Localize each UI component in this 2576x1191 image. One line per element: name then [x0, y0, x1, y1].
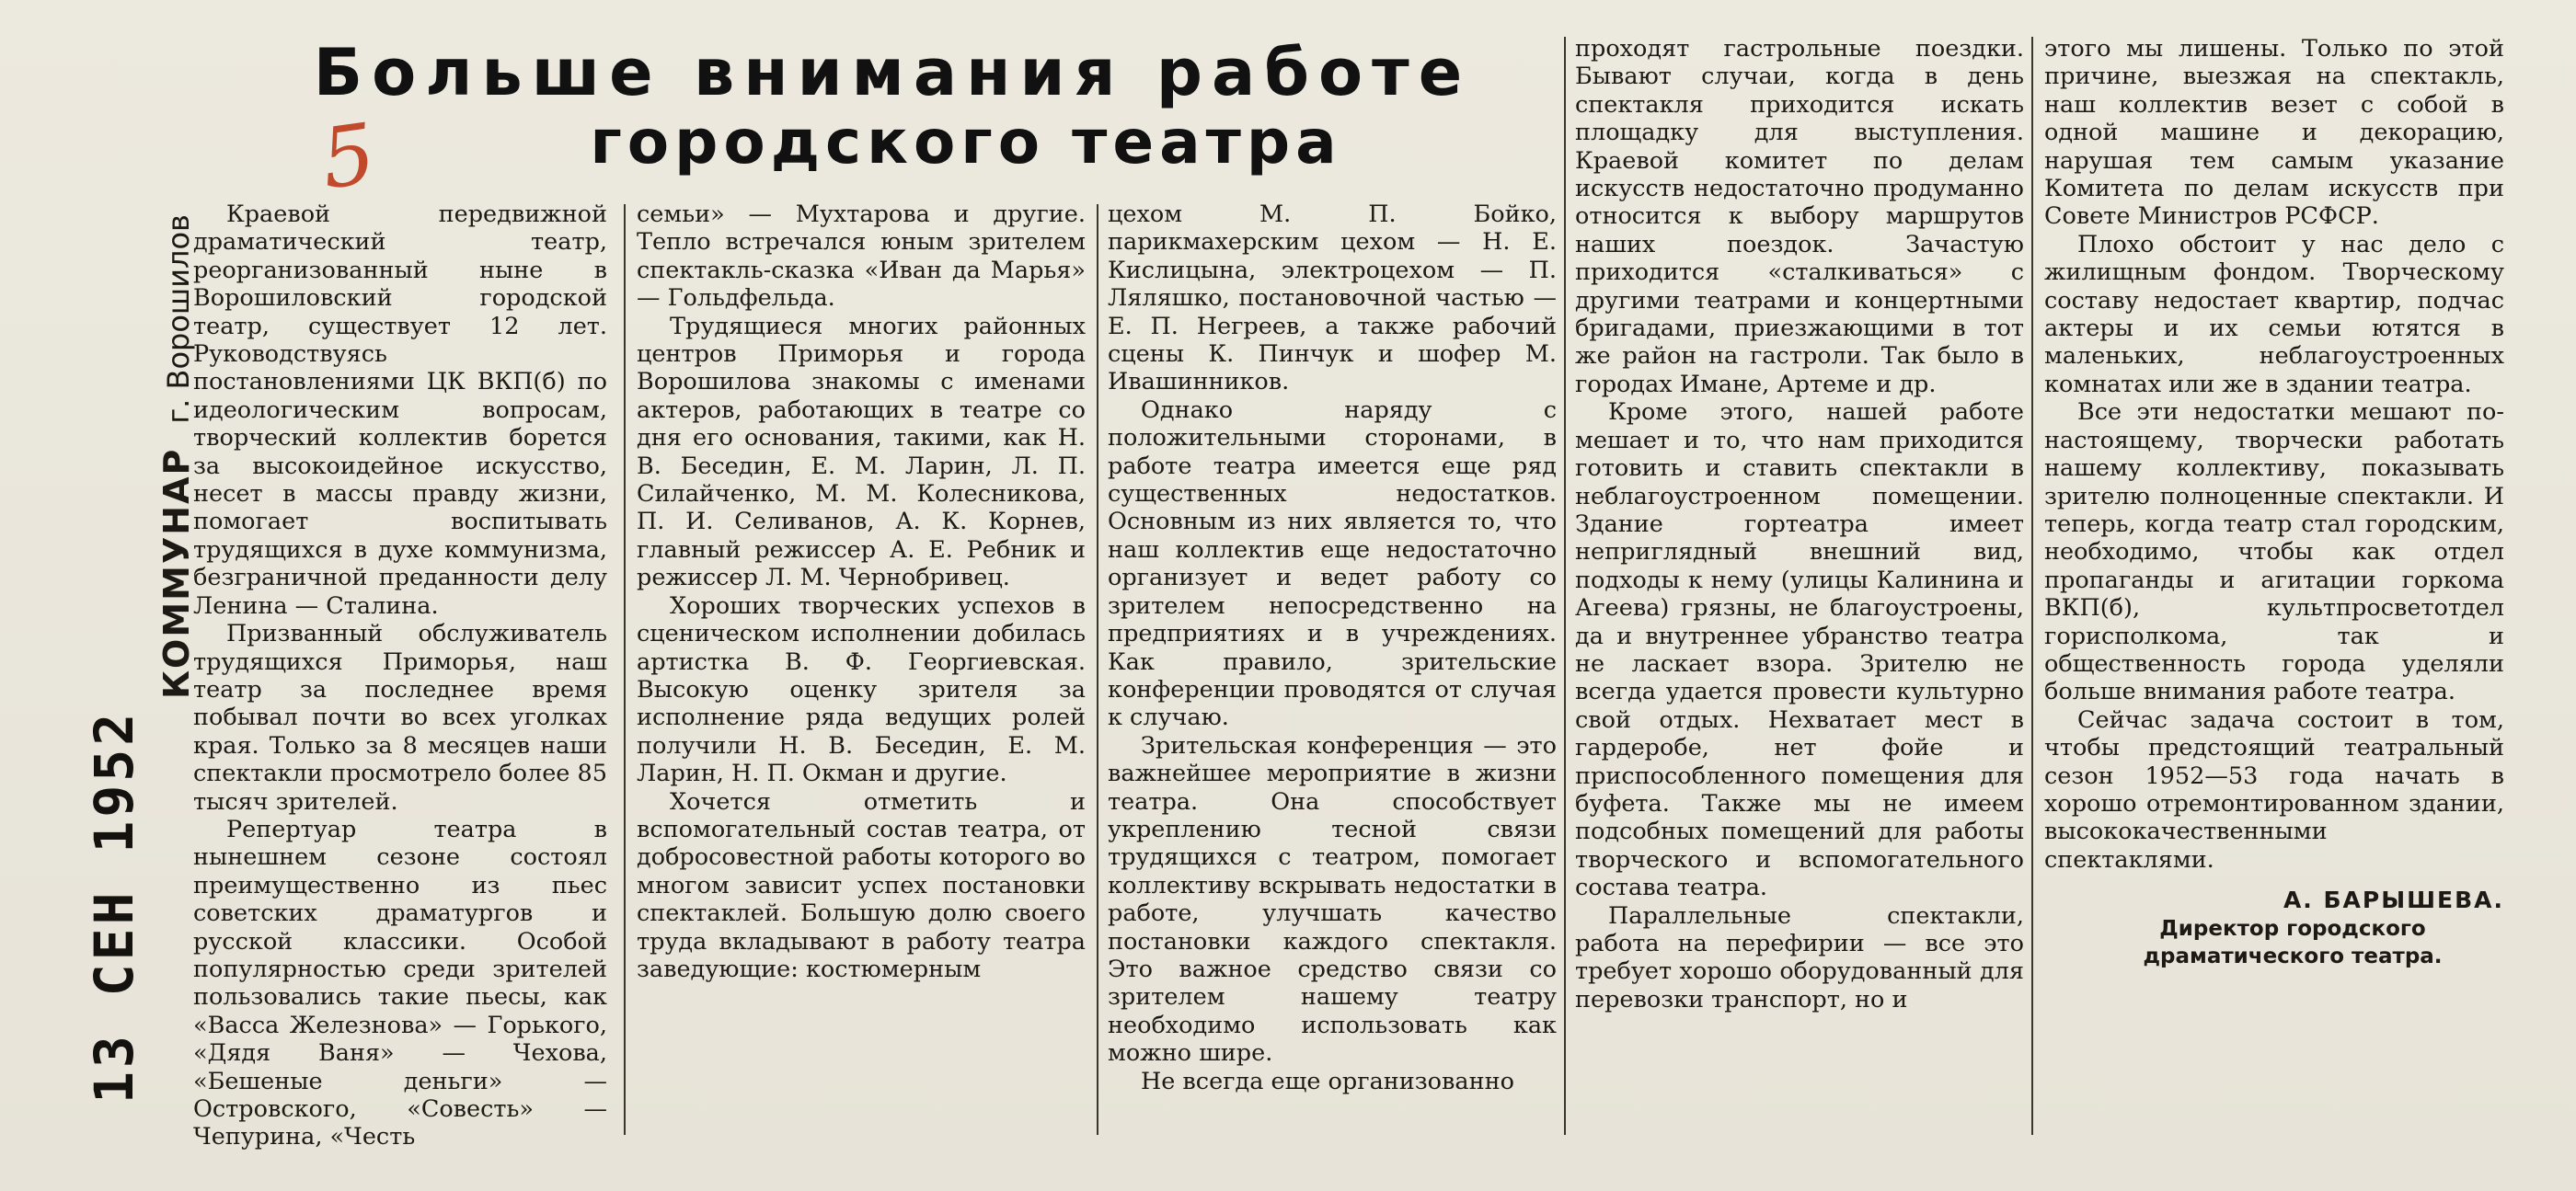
paragraph: проходят гастрольные поездки. Бывают случаи, когда в день спектакля приходится искать площадку для выступления. Краевой комитет по делам искусств недостаточно продуманно относится к выбору маршрутов наших поездок. Зачастую приходится «сталкиваться» с другими театрами и концертными бригадами, приезжающими в тот же район на гастроли. Так было в городах Имане, Артеме и др. — [1575, 35, 2024, 398]
paragraph: этого мы лишены. Только по этой причине, выезжая на спектакль, наш коллектив везет с собой в одной машине и декорацию, нарушая тем самым указание Комитета по делам искусств при Совете Министров РСФСР. — [2044, 35, 2504, 231]
paragraph: Хочется отметить и вспомогательный состав театра, от добросовестной работы которого во многом зависит успех постановки спектаклей. Большую долю своего труда вкладывают в работу театра заведующие: костюмерным — [637, 787, 1086, 983]
paragraph: Трудящиеся многих районных центров Приморья и города Ворошилова знакомы с именами актеров, работающих в театре со дня его основания, такими, как Н. В. Беседин, Е. М. Ларин, Л. П. Силайченко, М. М. Колесникова, П. И. Селиванов, А. К. Корнев, главный режиссер А. Е. Ребник и режиссер Л. М. Чернобривец. — [637, 312, 1086, 592]
paragraph: Однако наряду с положительными сторонами, в работе театра имеется еще ряд существенных недостатков. Основным из них является то, что наш коллектив еще недостаточно организует и ведет работу со зрителем непосредственно на предприятиях и в учреждениях. Как правило, зрительские конференции проводятся от случая к случаю. — [1108, 395, 1557, 732]
paragraph: Репертуар театра в нынешнем сезоне состоял преимущественно из пьес советских драматургов и русской классики. Особой популярностью среди зрителей пользовались такие пьесы, как «Васса Железнова» — Горького, «Дядя Ваня» — Чехова, «Бешеные деньги» — Островского, «Совесть» — Чепурина, «Честь — [193, 815, 607, 1151]
headline-line-1: Больше внимания работе — [313, 35, 1472, 110]
paragraph: Плохо обстоит у нас дело с жилищным фондом. Творческому составу недостает квартир, подчас актеры и их семьи ютятся в маленьких, неблагоустроенных комнатах или же в здании театра. — [2044, 230, 2504, 398]
date-stamp: 13 СЕН 1952 — [83, 709, 145, 1104]
column-divider — [624, 204, 626, 1135]
article-column-1 — [193, 200, 607, 1151]
headline-line-2: городского театра — [590, 107, 1342, 178]
column-divider — [2031, 37, 2033, 1135]
author-signature — [2044, 887, 2504, 969]
column-divider — [1097, 204, 1098, 1135]
paragraph: Не всегда еще организованно — [1141, 1067, 1514, 1095]
column-divider — [1564, 37, 1566, 1135]
article-column-3 — [1108, 200, 1557, 1095]
paragraph: семьи» — Мухтарова и другие. Тепло встречался юным зрителем спектакль-сказка «Иван да Марья» — Гольдфельда. — [637, 200, 1086, 313]
paragraph: цехом М. П. Бойко, парикмахерским цехом — Н. Е. Кислицына, электроцехом — П. Ляляшко, постановочной частью — Е. П. Негреев, а также рабочий сцены К. Пинчук и шофер М. Ивашинников. — [1108, 200, 1557, 396]
handwritten-mark: 5 — [315, 105, 382, 209]
paragraph: Хороших творческих успехов в сценическом исполнении добилась артистка В. Ф. Георгиевская. Высокую оценку зрителя за исполнение ряда ведущих ролей получили Н. В. Беседин, Е. М. Ларин, Н. П. Окман и другие. — [637, 591, 1086, 788]
paragraph: Сейчас задача состоит в том, чтобы предстоящий театральный сезон 1952—53 года начать в хорошо отремонтированном здании, высококачественными спектаклями. — [2044, 705, 2504, 874]
article-headline — [258, 37, 1527, 177]
paragraph: Параллельные спектакли, работа на перефирии — все это требует хорошо оборудованный для перевозки транспорт, но и — [1575, 901, 2024, 1013]
paragraph: Зрительская конференция — это важнейшее мероприятие в жизни театра. Она способствует укреплению тесной связи трудящихся с театром, помогает коллективу вскрывать недостатки в работе, улучшать качество постановки каждого спектакля. Это важное средство связи со зрителем нашему театру необходимо использовать как можно шире. — [1108, 731, 1557, 1068]
paragraph: Краевой передвижной драматический театр, реорганизованный ныне в Ворошиловский городской театр, существует 12 лет. Руководствуясь постановлениями ЦК ВКП(б) по идеологическим вопросам, творческий коллектив борется за высокоидейное искусство, несет в массы правду жизни, помогает воспитывать трудящихся в духе коммунизма, безграничной преданности делу Ленина — Сталина. — [193, 200, 607, 620]
article-column-2 — [637, 200, 1086, 983]
newspaper-city: г. Ворошилов — [161, 214, 196, 424]
article-column-4 — [1575, 35, 2024, 1013]
paragraph: Призванный обслуживатель трудящихся Приморья, наш театр за последнее время побывал почти во всех уголках края. Только за 8 месяцев наши спектакли просмотрело более 85 тысяч зрителей. — [193, 620, 607, 816]
author-name: А. БАРЫШЕВА. — [2283, 887, 2504, 914]
article-column-5 — [2044, 35, 2504, 970]
paragraph: Кроме этого, нашей работе мешает и то, что нам приходится готовить и ставить спектакли в неблагоустроенном помещении. Здание гортеатра имеет неприглядный внешний вид, подходы к нему (улицы Калинина и Агеева) грязны, не благоустроены, да и внутреннее убранство театра не ласкает взора. Зрителю не всегда удается провести культурно свой отдых. Нехватает мест в гардеробе, нет фойе и приспособленного помещения для буфета. Также мы не имеем подсобных помещений для работы творческого и вспомогательного состава театра. — [1575, 398, 2024, 902]
paragraph: Все эти недостатки мешают по-настоящему, творчески работать нашему коллективу, показывать зрителю полноценные спектакли. И теперь, когда театр стал городским, необходимо, чтобы как отдел пропаганды и агитации горкома ВКП(б), культпросветотдел горисполкома, так и общественность города уделяли больше внимания работе театра. — [2044, 398, 2504, 706]
newspaper-name: КОММУНАР — [156, 447, 197, 699]
author-title: Директор городского драматического театра. — [2143, 916, 2443, 968]
